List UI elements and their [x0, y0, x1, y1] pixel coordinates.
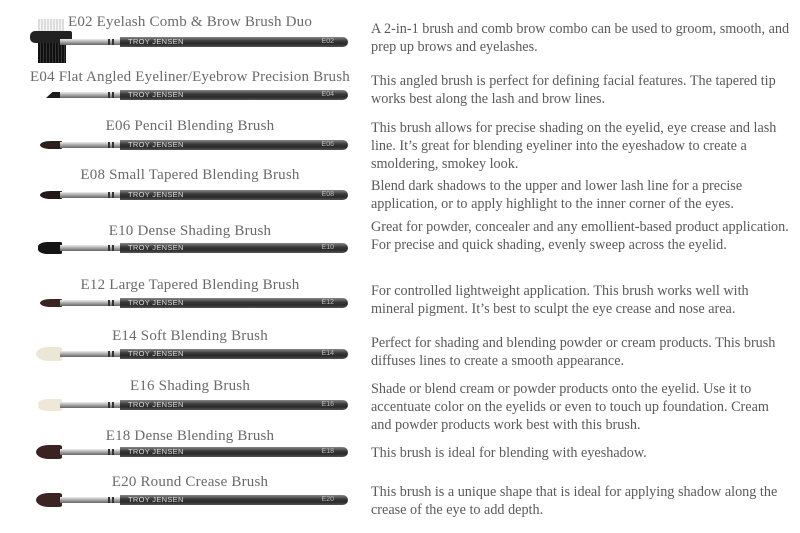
- brush-title: E04 Flat Angled Eyeliner/Eyebrow Precision Brush: [30, 69, 350, 85]
- ferrule: [60, 192, 122, 198]
- brand-label: TROY JENSEN: [128, 400, 184, 409]
- brand-label: TROY JENSEN: [128, 243, 184, 252]
- brush-description: This brush is a unique shape that is ideal for applying shadow along the crease of the eye to add depth.: [371, 484, 778, 518]
- brand-label: TROY JENSEN: [128, 190, 184, 199]
- brush-handle: [120, 90, 348, 100]
- brush-description: This brush is ideal for blending with eyeshadow.: [371, 445, 647, 461]
- brush-title: E14 Soft Blending Brush: [112, 328, 268, 344]
- handle-code: E04: [321, 91, 334, 98]
- brush-image: [30, 35, 350, 49]
- handle-code: E08: [321, 191, 334, 198]
- handle-code: E12: [321, 299, 334, 306]
- bristle-head-icon: [36, 493, 62, 507]
- ferrule: [60, 300, 122, 306]
- brush-image: [30, 398, 350, 412]
- brand-label: TROY JENSEN: [128, 495, 184, 504]
- brush-handle: [120, 447, 348, 457]
- handle-code: E20: [321, 496, 334, 503]
- ferrule: [60, 39, 122, 45]
- handle-code: E06: [321, 141, 334, 148]
- brush-title: E08 Small Tapered Blending Brush: [80, 167, 300, 183]
- brush-description: Perfect for shading and blending powder or cream products. This brush diffuses lines to create a smooth appearance.: [371, 335, 776, 369]
- handle-code: E16: [321, 401, 334, 408]
- brush-description: This angled brush is perfect for defining facial features. The tapered tip works best along the lash and brow lines.: [371, 73, 776, 107]
- brand-label: TROY JENSEN: [128, 37, 184, 46]
- brand-label: TROY JENSEN: [128, 447, 184, 456]
- brand-label: TROY JENSEN: [128, 298, 184, 307]
- brush-description: Shade or blend cream or powder products onto the eyelid. Use it to accentuate color on the eyelids or even to touch up foundation. Cream and powder products work best with this brush.: [371, 381, 769, 433]
- bristle-head-icon: [38, 399, 62, 411]
- brand-label: TROY JENSEN: [128, 140, 184, 149]
- brush-description: This brush allows for precise shading on the eyelid, eye crease and lash line. It’s great for blending eyeliner into the eyeshadow to create a smoldering, smokey look.: [371, 120, 777, 172]
- brush-handle: [120, 298, 348, 308]
- brush-image: [30, 138, 350, 152]
- handle-code: E02: [321, 38, 334, 45]
- brush-image: [30, 241, 350, 255]
- brush-image: [30, 88, 350, 102]
- brush-image: [30, 347, 350, 361]
- brush-image: [30, 296, 350, 310]
- brush-handle: [120, 400, 348, 410]
- bristle-head-icon: [40, 141, 62, 149]
- brush-image: [30, 188, 350, 202]
- ferrule: [60, 245, 122, 251]
- bristle-head-icon: [38, 242, 62, 254]
- brush-title: E06 Pencil Blending Brush: [105, 118, 275, 134]
- brush-handle: [120, 349, 348, 359]
- bristle-head-icon: [40, 191, 62, 199]
- brush-title: E02 Eyelash Comb & Brow Brush Duo: [67, 14, 313, 30]
- brush-description: Blend dark shadows to the upper and lower lash line for a precise application, or to apply highlight to the inner corner of the eyes.: [371, 178, 743, 212]
- ferrule: [60, 449, 122, 455]
- brush-handle: [120, 495, 348, 505]
- brush-description: Great for powder, concealer and any emollient-based product application. For precise and quick shading, evenly sweep across the eyelid.: [371, 219, 789, 253]
- brush-description: A 2-in-1 brush and comb brow combo can be used to groom, smooth, and prep up brows and eyelashes.: [371, 21, 790, 55]
- handle-code: E18: [321, 448, 334, 455]
- brush-title: E20 Round Crease Brush: [111, 474, 269, 490]
- handle-code: E14: [321, 350, 334, 357]
- brush-image: [30, 445, 350, 459]
- brush-title: E18 Dense Blending Brush: [105, 428, 275, 444]
- bristle-head-icon: [40, 299, 62, 307]
- ferrule: [60, 142, 122, 148]
- brush-handle: [120, 37, 348, 47]
- ferrule: [60, 497, 122, 503]
- brand-label: TROY JENSEN: [128, 90, 184, 99]
- ferrule: [60, 351, 122, 357]
- handle-code: E10: [321, 244, 334, 251]
- brush-handle: [120, 140, 348, 150]
- brush-title: E16 Shading Brush: [129, 378, 251, 394]
- brush-image: [30, 493, 350, 507]
- ferrule: [60, 402, 122, 408]
- brush-description: For controlled lightweight application. This brush works well with mineral pigment. It’s best to sculpt the eye crease and nose area.: [371, 283, 749, 317]
- brush-handle: [120, 243, 348, 253]
- bristle-head-icon: [36, 445, 62, 459]
- bristle-head-icon: [36, 347, 62, 361]
- brush-title: E10 Dense Shading Brush: [108, 223, 272, 239]
- brush-handle: [120, 190, 348, 200]
- brand-label: TROY JENSEN: [128, 349, 184, 358]
- ferrule: [60, 92, 122, 98]
- brush-title: E12 Large Tapered Blending Brush: [80, 277, 300, 293]
